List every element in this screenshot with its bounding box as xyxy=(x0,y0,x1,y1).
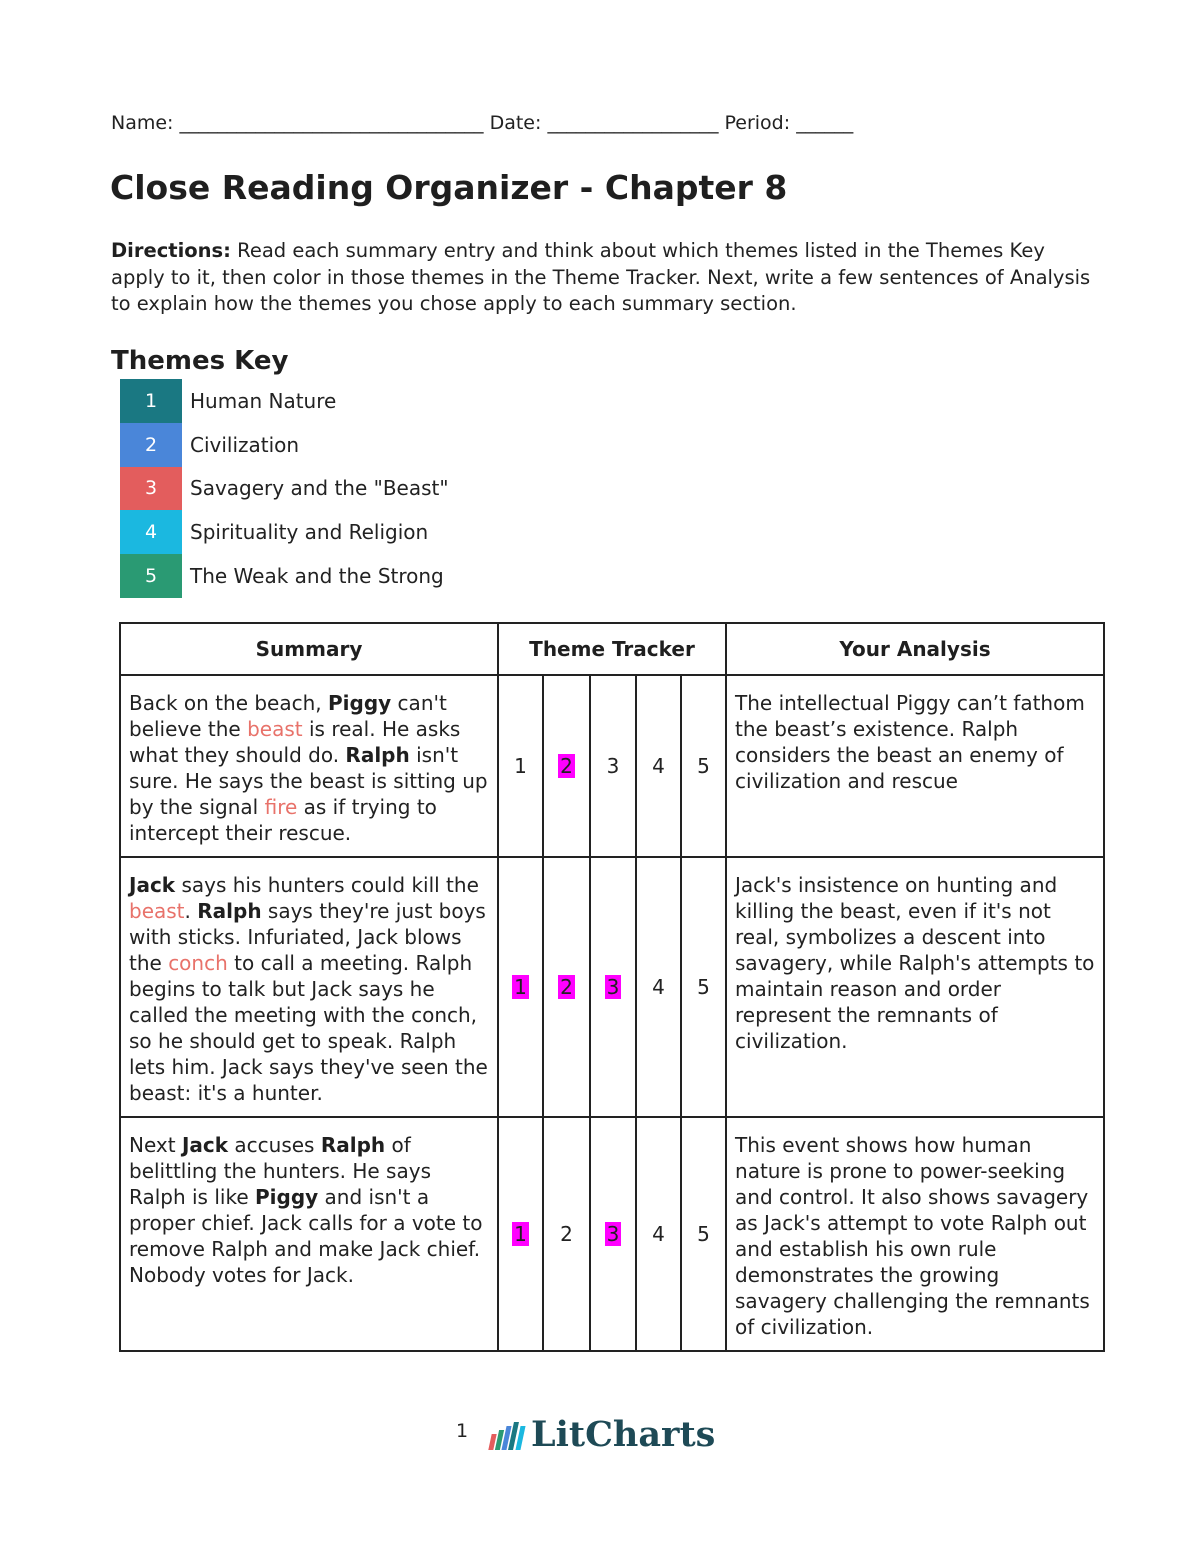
theme-tracker-cell-2[interactable] xyxy=(543,857,590,1117)
summary-text: says they're just boys with sticks. Infuriated, Jack blows the xyxy=(129,899,486,975)
theme-tracker-cell-3[interactable] xyxy=(590,675,636,857)
directions xyxy=(111,238,1101,318)
theme-tracker-cell-4[interactable] xyxy=(636,857,681,1117)
theme-key-item xyxy=(120,379,449,423)
theme-tracker-cell-2[interactable] xyxy=(543,1117,590,1351)
table-row xyxy=(120,675,1104,857)
theme-tracker-cell-1[interactable] xyxy=(498,857,543,1117)
page-number: 1 xyxy=(456,1420,469,1442)
theme-label-5: The Weak and the Strong xyxy=(190,564,444,589)
theme-swatch-2: 2 xyxy=(120,423,182,467)
character-name: Piggy xyxy=(328,691,392,715)
summary-text: can't believe the xyxy=(129,691,447,741)
reading-organizer-table xyxy=(119,622,1105,1352)
table-header-row xyxy=(120,623,1104,675)
summary-text: is real. He asks what they should do. xyxy=(129,717,461,767)
character-name: Ralph xyxy=(345,743,410,767)
theme-label-3: Savagery and the "Beast" xyxy=(190,476,449,501)
theme-tracker-cell-1[interactable] xyxy=(498,675,543,857)
theme-label-2: Civilization xyxy=(190,432,300,457)
name-blank[interactable]: ________________________________ xyxy=(179,112,484,134)
summary-cell xyxy=(120,675,498,857)
theme-number: 5 xyxy=(697,754,710,778)
directions-label: Directions: xyxy=(111,239,231,262)
theme-tracker-cell-1[interactable] xyxy=(498,1117,543,1351)
theme-number: 2 xyxy=(560,1222,573,1246)
theme-key-item xyxy=(120,554,449,598)
litcharts-logo-icon xyxy=(490,1420,525,1450)
theme-tracker-cell-2[interactable] xyxy=(543,675,590,857)
theme-key-item xyxy=(120,510,449,554)
theme-number: 3 xyxy=(606,1222,620,1246)
theme-number: 2 xyxy=(560,975,573,999)
symbol-keyword: beast xyxy=(129,899,185,923)
theme-number: 4 xyxy=(652,754,665,778)
summary-text: . xyxy=(184,899,198,923)
summary-cell xyxy=(120,857,498,1117)
summary-cell xyxy=(120,1117,498,1351)
symbol-keyword: conch xyxy=(168,951,228,975)
period-blank[interactable]: ______ xyxy=(796,112,854,134)
analysis-cell[interactable]: Jack's insistence on hunting and killing the beast, even if it's not real, symbolizes a descent into savagery, while Ralph's attempts to maintain reason and order represent the remnants of civilization. xyxy=(726,857,1104,1117)
name-label: Name: xyxy=(111,112,174,134)
theme-number: 1 xyxy=(514,975,527,999)
analysis-cell[interactable]: This event shows how human nature is prone to power-seeking and control. It also shows savagery as Jack's attempt to vote Ralph out and establish his own rule demonstrates the growing savagery challenging the remnants of civilization. xyxy=(726,1117,1104,1351)
themes-key xyxy=(120,379,449,598)
summary-text: isn't sure. He says the beast is sitting up by the signal xyxy=(129,743,488,819)
theme-swatch-3: 3 xyxy=(120,467,182,511)
theme-number: 4 xyxy=(652,1222,665,1246)
character-name: Ralph xyxy=(197,899,262,923)
student-info-line xyxy=(111,112,853,134)
litcharts-logo-text: LitCharts xyxy=(531,1414,716,1455)
character-name: Ralph xyxy=(320,1133,386,1157)
theme-tracker-cell-5[interactable] xyxy=(681,857,726,1117)
summary-text: says his hunters could kill the xyxy=(175,873,479,897)
theme-number: 3 xyxy=(606,754,620,778)
symbol-keyword: fire xyxy=(264,795,298,819)
theme-tracker-cell-3[interactable] xyxy=(590,1117,636,1351)
analysis-header: Your Analysis xyxy=(726,623,1104,675)
theme-number: 3 xyxy=(606,975,620,999)
themes-key-title: Themes Key xyxy=(111,346,289,376)
theme-swatch-5: 5 xyxy=(120,554,182,598)
symbol-keyword: beast xyxy=(247,717,303,741)
character-name: Jack xyxy=(181,1133,229,1157)
summary-text: to call a meeting. Ralph begins to talk but Jack says he called the meeting with the conch, so he should get to speak. Ralph lets him. Jack says they've seen the beast: it's a hunter. xyxy=(129,951,488,1105)
theme-key-item xyxy=(120,467,449,511)
summary-text: accuses xyxy=(228,1133,321,1157)
period-label: Period: xyxy=(724,112,791,134)
date-label: Date: xyxy=(489,112,542,134)
analysis-cell[interactable]: The intellectual Piggy can’t fathom the beast’s existence. Ralph considers the beast an enemy of civilization and rescue xyxy=(726,675,1104,857)
summary-header: Summary xyxy=(120,623,498,675)
directions-text: Read each summary entry and think about which themes listed in the Themes Key apply to it, then color in those themes in the Theme Tracker. Next, write a few sentences of Analysis to explain how the themes you chose apply to each summary section. xyxy=(111,239,1091,315)
theme-number: 2 xyxy=(560,754,573,778)
theme-tracker-cell-4[interactable] xyxy=(636,675,681,857)
theme-tracker-cell-5[interactable] xyxy=(681,675,726,857)
summary-text: of belittling the hunters. He says Ralph is like xyxy=(129,1133,431,1209)
summary-text: Back on the beach, xyxy=(129,691,329,715)
theme-tracker-header: Theme Tracker xyxy=(498,623,726,675)
theme-label-1: Human Nature xyxy=(190,388,337,413)
summary-text: as if trying to intercept their rescue. xyxy=(129,795,437,845)
theme-number: 1 xyxy=(514,754,527,778)
page-title: Close Reading Organizer - Chapter 8 xyxy=(110,168,788,207)
theme-label-4: Spirituality and Religion xyxy=(190,520,429,545)
character-name: Jack xyxy=(129,873,176,897)
theme-swatch-1: 1 xyxy=(120,379,182,423)
theme-tracker-cell-3[interactable] xyxy=(590,857,636,1117)
table-row xyxy=(120,1117,1104,1351)
date-blank[interactable]: __________________ xyxy=(547,112,719,134)
theme-number: 4 xyxy=(652,975,665,999)
theme-number: 1 xyxy=(514,1222,527,1246)
table-row xyxy=(120,857,1104,1117)
theme-swatch-4: 4 xyxy=(120,510,182,554)
theme-key-item xyxy=(120,423,449,467)
theme-tracker-cell-4[interactable] xyxy=(636,1117,681,1351)
summary-text: and isn't a proper chief. Jack calls for a vote to remove Ralph and make Jack chief. Nobody votes for Jack. xyxy=(129,1185,483,1287)
theme-number: 5 xyxy=(697,1222,710,1246)
character-name: Piggy xyxy=(254,1185,319,1209)
theme-tracker-cell-5[interactable] xyxy=(681,1117,726,1351)
summary-text: Next xyxy=(129,1133,182,1157)
theme-number: 5 xyxy=(697,975,710,999)
litcharts-logo xyxy=(490,1414,715,1455)
